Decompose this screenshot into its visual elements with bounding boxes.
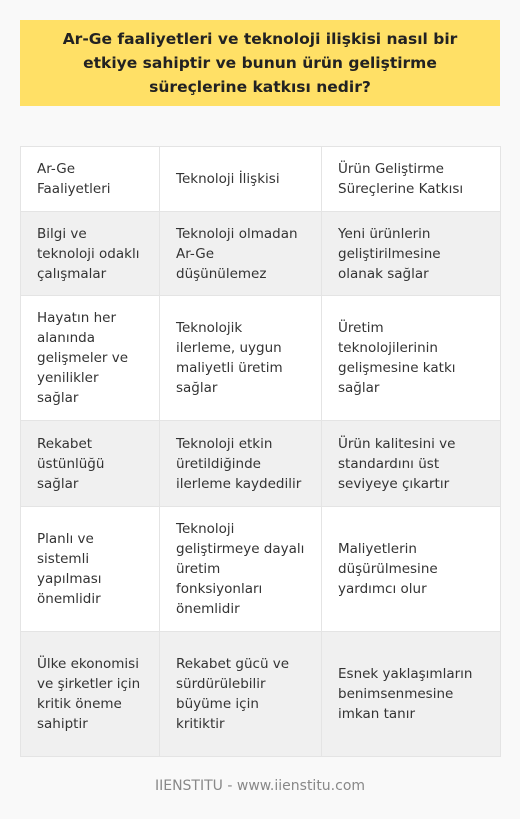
table-cell: Rekabet üstünlüğü sağlar	[21, 421, 160, 507]
table-cell: Yeni ürünlerin geliştirilmesine olanak sağlar	[322, 212, 501, 296]
table-header-row	[21, 147, 501, 212]
table-cell: Planlı ve sistemli yapılması önemlidir	[21, 507, 160, 632]
table-cell: Teknoloji olmadan Ar-Ge düşünülemez	[160, 212, 322, 296]
page-title: Ar-Ge faaliyetleri ve teknoloji ilişkisi nasıl bir etkiye sahiptir ve bunun ürün geliştirme süreçlerine katkısı nedir?	[62, 30, 458, 96]
table-row	[21, 507, 501, 632]
table-cell: Maliyetlerin düşürülmesine yardımcı olur	[322, 507, 501, 632]
table-row	[21, 632, 501, 757]
column-header: Ürün Geliştirme Süreçlerine Katkısı	[322, 147, 501, 212]
table-cell: Üretim teknolojilerinin gelişmesine katkı sağlar	[322, 296, 501, 421]
table-cell: Hayatın her alanında gelişmeler ve yenilikler sağlar	[21, 296, 160, 421]
column-header: Ar-Ge Faaliyetleri	[21, 147, 160, 212]
title-banner	[20, 20, 500, 106]
table-cell: Rekabet gücü ve sürdürülebilir büyüme için kritiktir	[160, 632, 322, 757]
table-row	[21, 421, 501, 507]
table-cell: Ürün kalitesini ve standardını üst seviyeye çıkartır	[322, 421, 501, 507]
footer-credit: IIENSTITU - www.iienstitu.com	[154, 778, 366, 794]
table-cell: Ülke ekonomisi ve şirketler için kritik öneme sahiptir	[21, 632, 160, 757]
column-header: Teknoloji İlişkisi	[160, 147, 322, 212]
table-cell: Teknoloji geliştirmeye dayalı üretim fonksiyonları önemlidir	[160, 507, 322, 632]
table-cell: Bilgi ve teknoloji odaklı çalışmalar	[21, 212, 160, 296]
table-row	[21, 212, 501, 296]
table-cell: Teknolojik ilerleme, uygun maliyetli üretim sağlar	[160, 296, 322, 421]
table-row	[21, 296, 501, 421]
table-cell: Teknoloji etkin üretildiğinde ilerleme kaydedilir	[160, 421, 322, 507]
table-cell: Esnek yaklaşımların benimsenmesine imkan tanır	[322, 632, 501, 757]
comparison-table	[20, 146, 501, 757]
